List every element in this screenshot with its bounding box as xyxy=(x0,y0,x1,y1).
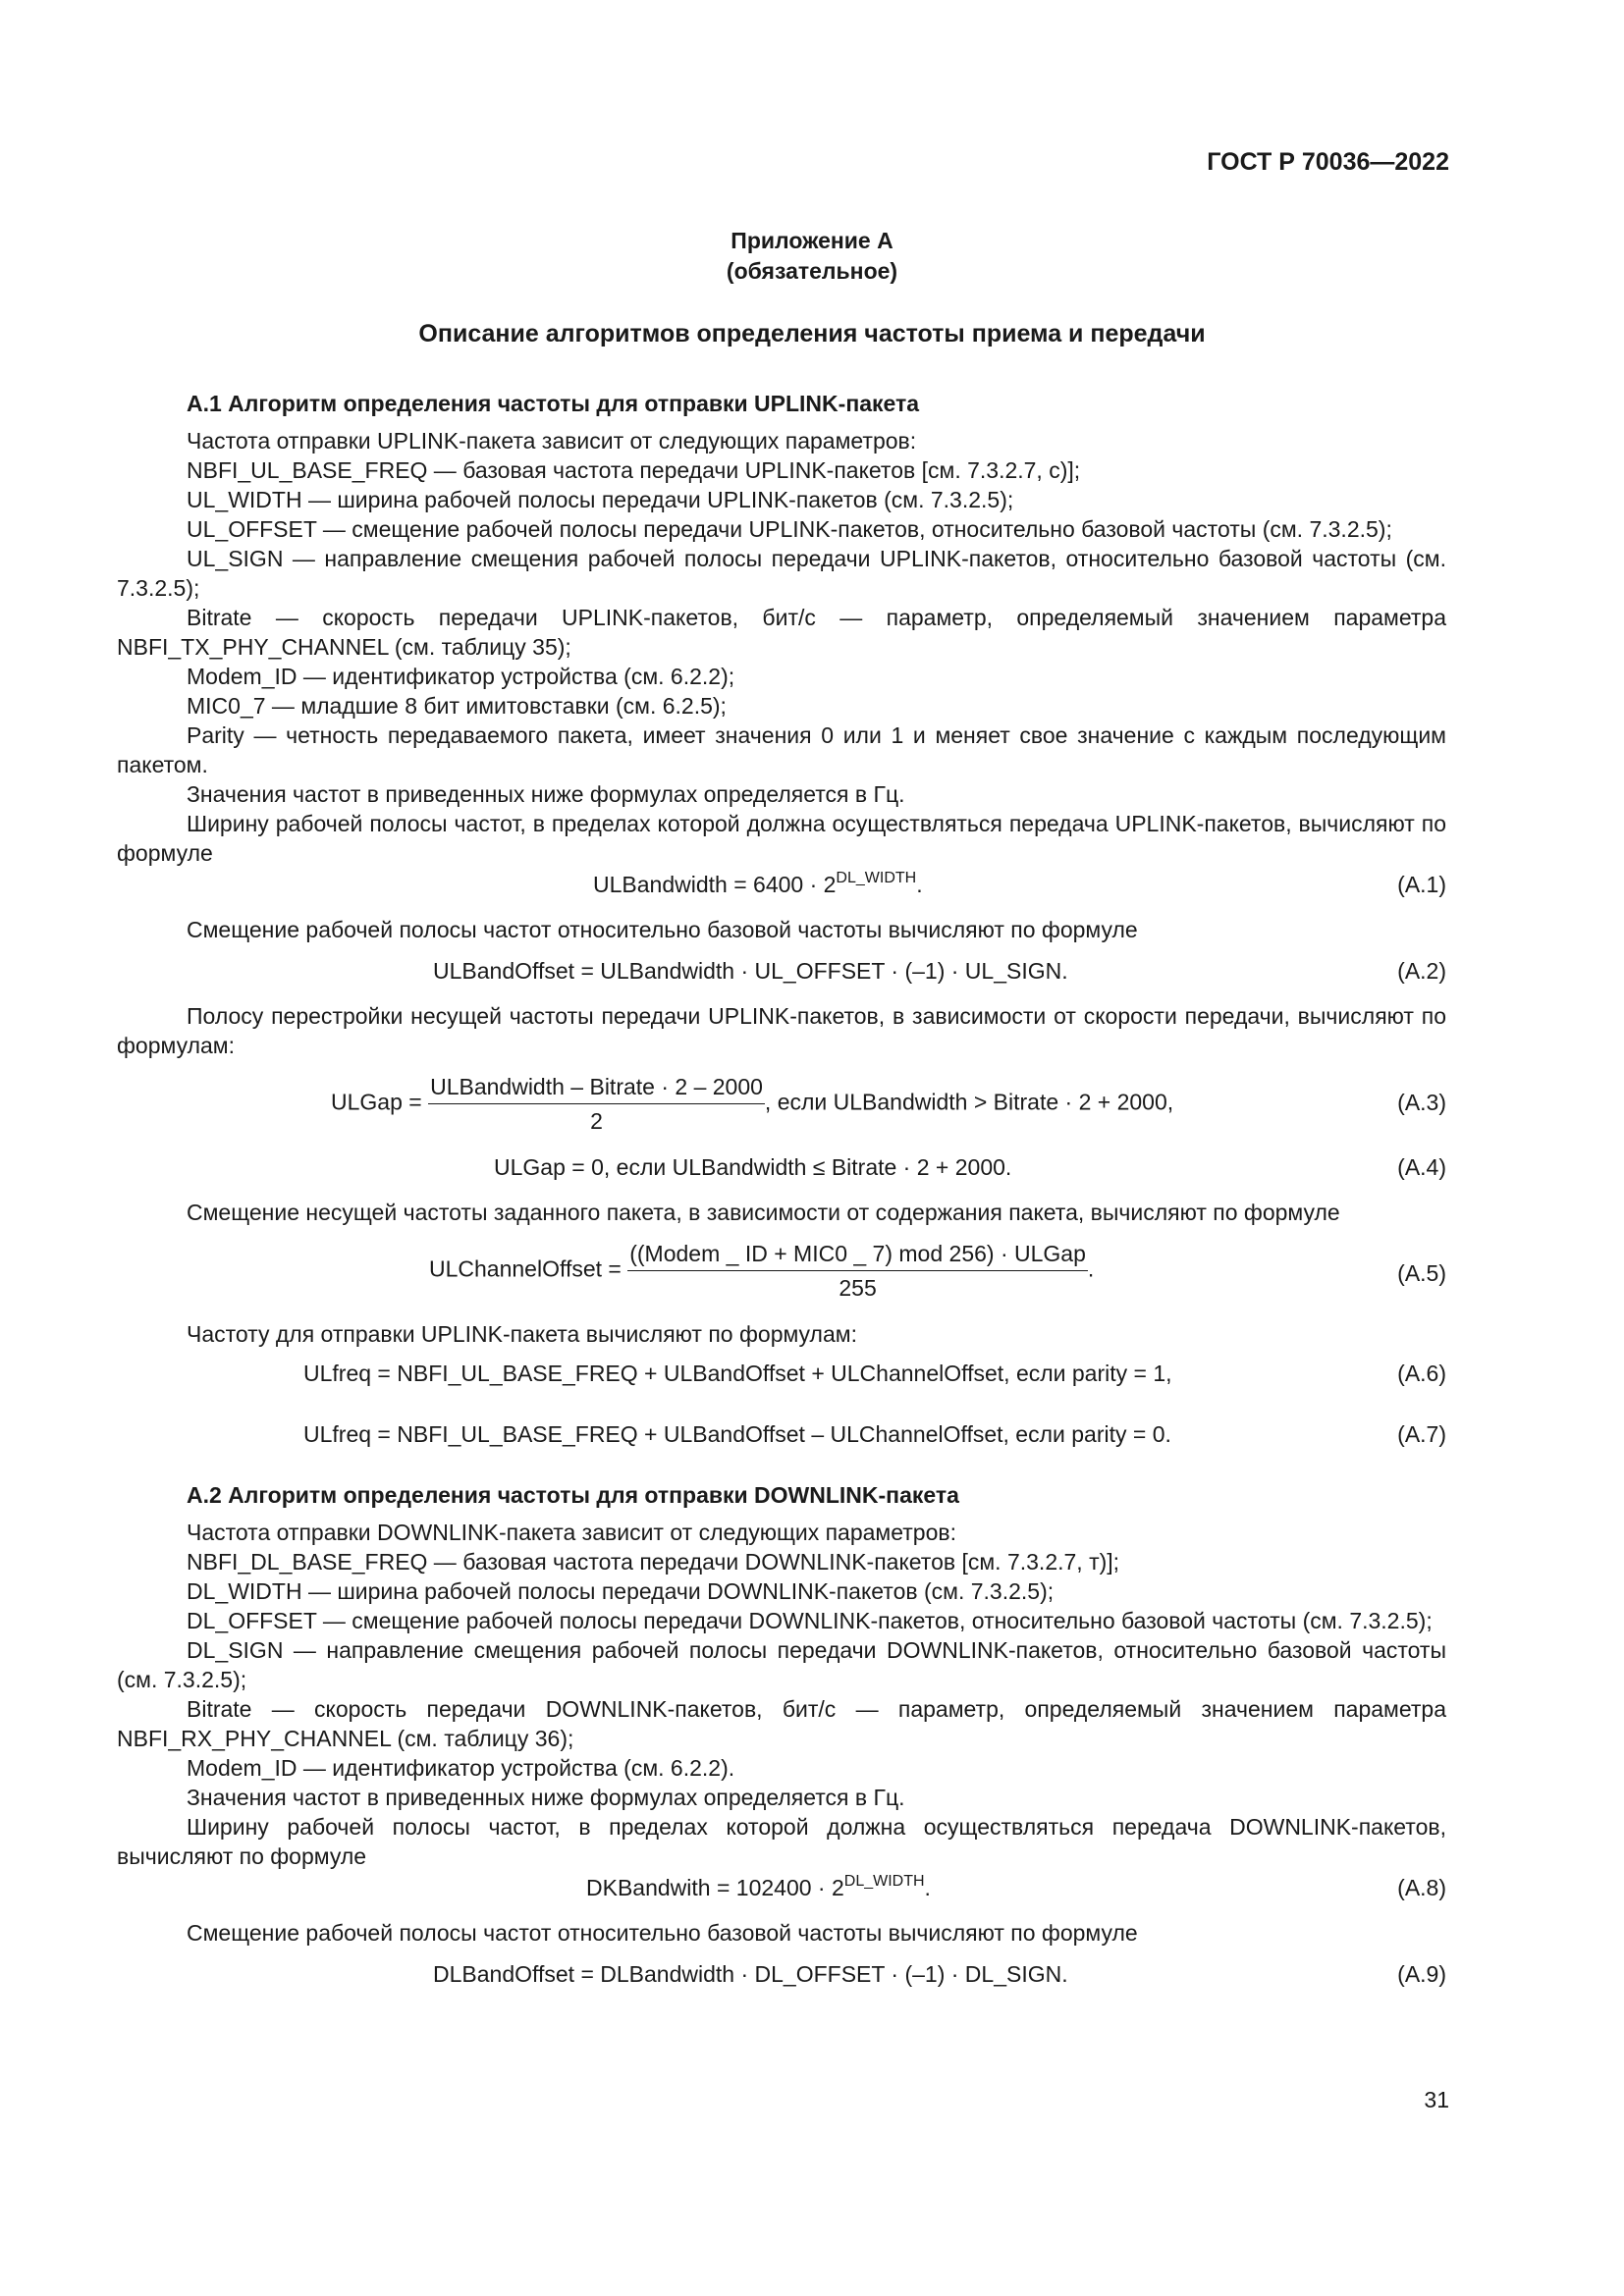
section-a1-heading: А.1 Алгоритм определения частоты для отправки UPLINK-пакета xyxy=(187,391,920,416)
formula-number: (A.1) xyxy=(1397,872,1446,897)
paragraph: DL_SIGN — направление смещения рабочей полосы передачи DOWNLINK-пакетов, относительно базовой частоты (см. 7.3.2.5); xyxy=(117,1637,1446,1692)
formula-a7 xyxy=(117,1419,1446,1467)
paragraph: Частоту для отправки UPLINK-пакета вычисляют по формулам: xyxy=(187,1321,857,1347)
formula-expression: ULfreq = NBFI_UL_BASE_FREQ + ULBandOffset + ULChannelOffset, если parity = 1, xyxy=(303,1361,1172,1386)
formula-a2 xyxy=(117,956,1446,988)
formula-expression: DLBandOffset = DLBandwidth · DL_OFFSET · (–1) · DL_SIGN. xyxy=(433,1961,1068,1987)
main-title: Описание алгоритмов определения частоты приема и передачи xyxy=(418,320,1206,347)
standard-header: ГОСТ Р 70036—2022 xyxy=(1207,148,1449,176)
paragraph: NBFI_DL_BASE_FREQ — базовая частота передачи DOWNLINK-пакетов [см. 7.3.2.7, т)]; xyxy=(187,1549,1120,1575)
formula-expression: ULBandwidth = $6400 \cdot 2^{DL\_WIDTH}$. xyxy=(593,870,923,897)
appendix-title: Приложение А xyxy=(731,228,893,253)
formula-a3 xyxy=(117,1070,1446,1139)
paragraph: Ширину рабочей полосы частот, в пределах которой должна осуществляться передача DOWNLINK-пакетов, вычисляют по формуле xyxy=(117,1814,1446,1869)
appendix-subtitle: (обязательное) xyxy=(726,258,898,284)
formula-a4 xyxy=(117,1152,1446,1184)
formula-expression: ULGap = $\frac{\text{ULBandwidth – Bitrate · 2 – 2000}}{2}$ , если ULBandwidth > Bitrate · 2 + 2000, xyxy=(331,1074,1174,1134)
paragraph: Смещение несущей частоты заданного пакета, в зависимости от содержания пакета, вычисляют по формуле xyxy=(187,1200,1340,1225)
paragraph: Смещение рабочей полосы частот относительно базовой частоты вычисляют по формуле xyxy=(187,917,1138,942)
formula-number: (A.5) xyxy=(1397,1260,1446,1286)
formula-number: (A.9) xyxy=(1397,1961,1446,1987)
paragraph: Modem_ID — идентификатор устройства (см. 6.2.2); xyxy=(187,664,735,689)
paragraph: DL_WIDTH — ширина рабочей полосы передачи DOWNLINK-пакетов (см. 7.3.2.5); xyxy=(187,1578,1055,1604)
formula-a8 xyxy=(117,1873,1446,1904)
paragraph: Bitrate — скорость передачи DOWNLINK-пакетов, бит/с — параметр, определяемый значением параметра NBFI_RX_PHY_CHANNEL (см. таблицу 36); xyxy=(117,1696,1446,1751)
paragraph: Bitrate — скорость передачи UPLINK-пакетов, бит/с — параметр, определяемый значением параметра NBFI_TX_PHY_CHANNEL (см. таблицу 35); xyxy=(117,605,1446,660)
paragraph: MIC0_7 — младшие 8 бит имитовставки (см. 6.2.5); xyxy=(187,693,727,719)
formula-a9 xyxy=(117,1959,1446,1991)
document-body xyxy=(117,389,1446,2004)
page-number: 31 xyxy=(1424,2087,1449,2112)
paragraph: DL_OFFSET — смещение рабочей полосы передачи DOWNLINK-пакетов, относительно базовой частоты (см. 7.3.2.5); xyxy=(187,1608,1433,1633)
section-a2-heading: А.2 Алгоритм определения частоты для отправки DOWNLINK-пакета xyxy=(187,1482,959,1508)
formula-expression: ULBandOffset = ULBandwidth · UL_OFFSET · (–1) · UL_SIGN. xyxy=(433,958,1068,984)
paragraph: UL_OFFSET — смещение рабочей полосы передачи UPLINK-пакетов, относительно базовой частоты (см. 7.3.2.5); xyxy=(187,516,1392,542)
paragraph: UL_WIDTH — ширина рабочей полосы передачи UPLINK-пакетов (см. 7.3.2.5); xyxy=(187,487,1014,512)
paragraph: Значения частот в приведенных ниже формулах определяется в Гц. xyxy=(187,781,905,807)
formula-number: (A.2) xyxy=(1397,958,1446,984)
paragraph: Modem_ID — идентификатор устройства (см. 6.2.2). xyxy=(187,1755,735,1781)
paragraph: Частота отправки UPLINK-пакета зависит от следующих параметров: xyxy=(187,428,917,454)
formula-number: (A.3) xyxy=(1397,1090,1446,1115)
formula-number: (A.4) xyxy=(1397,1154,1446,1180)
formula-expression: ULfreq = NBFI_UL_BASE_FREQ + ULBandOffset – ULChannelOffset, если parity = 0. xyxy=(303,1421,1171,1447)
paragraph: Ширину рабочей полосы частот, в пределах которой должна осуществляться передача UPLINK-пакетов, вычисляют по формуле xyxy=(117,811,1446,866)
formula-expression: DKBandwith = $102400 \cdot 2^{DL\_WIDTH}$. xyxy=(586,1873,931,1900)
formula-a1 xyxy=(117,870,1446,901)
paragraph: Значения частот в приведенных ниже формулах определяется в Гц. xyxy=(187,1785,905,1810)
formula-a5 xyxy=(117,1237,1446,1306)
formula-a6 xyxy=(117,1359,1446,1406)
formula-number: (A.7) xyxy=(1397,1421,1446,1447)
fraction: $\frac{\text{ULBandwidth – Bitrate · 2 – 2000}}{2}$ xyxy=(430,1074,763,1134)
paragraph: Частота отправки DOWNLINK-пакета зависит от следующих параметров: xyxy=(187,1520,956,1545)
paragraph: Смещение рабочей полосы частот относительно базовой частоты вычисляют по формуле xyxy=(187,1920,1138,1946)
paragraph: Полосу перестройки несущей частоты передачи UPLINK-пакетов, в зависимости от скорости передачи, вычисляют по формулам: xyxy=(117,1003,1446,1058)
formula-expression: ULGap = 0, если ULBandwidth ≤ Bitrate · 2 + 2000. xyxy=(494,1154,1012,1180)
paragraph: NBFI_UL_BASE_FREQ — базовая частота передачи UPLINK-пакетов [см. 7.3.2.7, с)]; xyxy=(187,457,1081,483)
paragraph: Parity — четность передаваемого пакета, имеет значения 0 или 1 и меняет свое значение с каждым последующим пакетом. xyxy=(117,722,1446,777)
formula-number: (A.8) xyxy=(1397,1875,1446,1900)
formula-number: (A.6) xyxy=(1397,1361,1446,1386)
fraction: $\frac{\text{((Modem \_ ID + MIC0 \_ 7) mod 256) · ULGap}}{255}$ xyxy=(629,1241,1086,1301)
formula-expression: ULChannelOffset = $\frac{\text{((Modem \_ ID + MIC0 \_ 7) mod 256) · ULGap}}{255}$ . xyxy=(429,1241,1095,1301)
paragraph: UL_SIGN — направление смещения рабочей полосы передачи UPLINK-пакетов, относительно базовой частоты (см. 7.3.2.5); xyxy=(117,546,1446,601)
